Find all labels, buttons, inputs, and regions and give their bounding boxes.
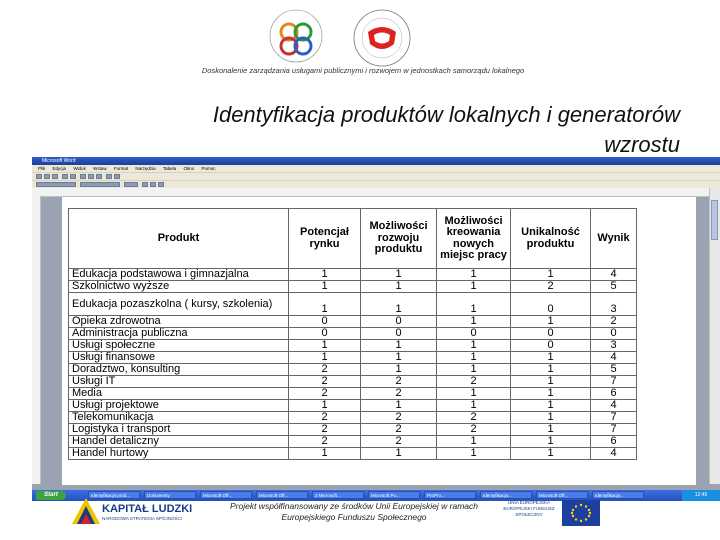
result-cell: 6	[591, 436, 637, 448]
product-name-cell: Szkolnictwo wyższe	[69, 281, 289, 293]
table-header-row	[69, 209, 637, 269]
score-cell: 2	[361, 376, 437, 388]
score-cell: 1	[289, 340, 361, 352]
score-cell: 2	[361, 388, 437, 400]
score-cell: 1	[437, 316, 511, 328]
score-cell: 1	[437, 293, 511, 316]
score-cell: 1	[437, 388, 511, 400]
table-row	[69, 388, 637, 400]
italic-icon[interactable]	[150, 182, 156, 187]
zwiazek-miast-polskich-logo	[268, 6, 324, 68]
score-cell: 1	[437, 340, 511, 352]
taskbar-task[interactable]: Identyfikacja...	[592, 491, 644, 499]
start-button[interactable]: Start	[36, 491, 66, 500]
undo-icon[interactable]	[106, 174, 112, 179]
score-cell: 1	[437, 400, 511, 412]
table-row	[69, 364, 637, 376]
product-name-cell: Doradztwo, konsulting	[69, 364, 289, 376]
score-cell: 1	[511, 352, 591, 364]
result-cell: 2	[591, 316, 637, 328]
result-cell: 4	[591, 269, 637, 281]
horizontal-ruler	[32, 188, 720, 197]
table-row	[69, 400, 637, 412]
taskbar-task[interactable]: Identyfikacja prod...	[88, 491, 140, 499]
score-cell: 1	[289, 281, 361, 293]
product-table	[68, 208, 637, 460]
score-cell: 1	[511, 316, 591, 328]
score-cell: 0	[289, 328, 361, 340]
score-cell: 1	[511, 412, 591, 424]
kapital-ludzki-logo-icon	[70, 496, 102, 528]
score-cell: 1	[437, 352, 511, 364]
taskbar-task[interactable]: Microsoft Off...	[536, 491, 588, 499]
product-name-cell: Edukacja podstawowa i gimnazjalna	[69, 269, 289, 281]
score-cell: 2	[361, 412, 437, 424]
score-cell: 2	[289, 436, 361, 448]
score-cell: 1	[361, 293, 437, 316]
window-titlebar[interactable]: Microsoft Word	[32, 157, 720, 165]
taskbar-task[interactable]: Identyfikacja...	[480, 491, 532, 499]
score-cell: 0	[289, 316, 361, 328]
preview-icon[interactable]	[70, 174, 76, 179]
score-cell: 1	[289, 400, 361, 412]
score-cell: 2	[511, 281, 591, 293]
font-select[interactable]	[80, 182, 120, 187]
score-cell: 2	[289, 412, 361, 424]
header-cell: Unikalność produktu	[511, 209, 591, 269]
product-name-cell: Usługi projektowe	[69, 400, 289, 412]
product-name-cell: Handel hurtowy	[69, 448, 289, 460]
cut-icon[interactable]	[80, 174, 86, 179]
product-name-cell: Media	[69, 388, 289, 400]
table-row	[69, 424, 637, 436]
table-row	[69, 269, 637, 281]
new-doc-icon[interactable]	[36, 174, 42, 179]
association-emblem-logo	[348, 8, 416, 68]
copy-icon[interactable]	[88, 174, 94, 179]
product-name-cell: Administracja publiczna	[69, 328, 289, 340]
taskbar-task[interactable]: Dokumenty	[144, 491, 196, 499]
table-row	[69, 316, 637, 328]
menu-item[interactable]: Narzędzia	[135, 166, 156, 171]
table-row	[69, 412, 637, 424]
score-cell: 2	[361, 424, 437, 436]
vertical-scrollbar[interactable]	[709, 188, 720, 484]
score-cell: 1	[511, 376, 591, 388]
table-row	[69, 328, 637, 340]
menu-item[interactable]: Widok	[73, 166, 86, 171]
score-cell: 0	[511, 340, 591, 352]
result-cell: 7	[591, 412, 637, 424]
score-cell: 1	[437, 448, 511, 460]
project-cofinancing-text: Projekt współfinansowany ze środków Unii Europejskiej w ramach Europejskiego Funduszu Społecznego	[229, 501, 479, 522]
word-window	[32, 157, 720, 490]
score-cell: 2	[437, 412, 511, 424]
score-cell: 1	[511, 269, 591, 281]
underline-icon[interactable]	[158, 182, 164, 187]
save-icon[interactable]	[52, 174, 58, 179]
menu-item[interactable]: Edycja	[52, 166, 67, 171]
menu-item[interactable]: Wstaw	[93, 166, 107, 171]
result-cell: 3	[591, 293, 637, 316]
score-cell: 0	[361, 316, 437, 328]
score-cell: 1	[289, 293, 361, 316]
menu-item[interactable]: Tabela	[162, 166, 177, 171]
score-cell: 1	[361, 269, 437, 281]
header-cell: Możliwości kreowania nowych miejsc pracy	[437, 209, 511, 269]
score-cell: 1	[361, 281, 437, 293]
header-cell: Możliwości rozwoju produktu	[361, 209, 437, 269]
menu-item[interactable]: Okno	[183, 166, 195, 171]
product-name-cell: Usługi IT	[69, 376, 289, 388]
score-cell: 1	[511, 436, 591, 448]
score-cell: 0	[437, 328, 511, 340]
windows-taskbar	[32, 490, 720, 501]
score-cell: 1	[511, 424, 591, 436]
taskbar-task[interactable]: 2 Microsoft...	[312, 491, 364, 499]
product-name-cell: Opieka zdrowotna	[69, 316, 289, 328]
score-cell: 2	[437, 424, 511, 436]
taskbar-task[interactable]: Microsoft Off...	[256, 491, 308, 499]
score-cell: 1	[361, 340, 437, 352]
result-cell: 7	[591, 424, 637, 436]
font-size-select[interactable]	[124, 182, 138, 187]
result-cell: 0	[591, 328, 637, 340]
kapital-ludzki-title: KAPITAŁ LUDZKI	[102, 503, 193, 515]
score-cell: 0	[511, 328, 591, 340]
bold-icon[interactable]	[142, 182, 148, 187]
eu-flag-icon	[562, 500, 600, 526]
header-cell: Wynik	[591, 209, 637, 269]
taskbar-task[interactable]: Microsoft Off...	[200, 491, 252, 499]
redo-icon[interactable]	[114, 174, 120, 179]
score-cell: 0	[361, 328, 437, 340]
product-name-cell: Logistyka i transport	[69, 424, 289, 436]
scroll-thumb[interactable]	[711, 200, 718, 240]
score-cell: 2	[289, 388, 361, 400]
table-row	[69, 352, 637, 364]
table-row	[69, 448, 637, 460]
system-tray-clock[interactable]: 12:45	[682, 490, 720, 501]
product-name-cell: Telekomunikacja	[69, 412, 289, 424]
score-cell: 2	[289, 424, 361, 436]
table-row	[69, 376, 637, 388]
table-row	[69, 281, 637, 293]
result-cell: 5	[591, 281, 637, 293]
score-cell: 1	[511, 400, 591, 412]
score-cell: 1	[511, 364, 591, 376]
result-cell: 4	[591, 448, 637, 460]
score-cell: 1	[289, 352, 361, 364]
taskbar-task[interactable]: ProPro...	[424, 491, 476, 499]
score-cell: 1	[437, 281, 511, 293]
menu-item[interactable]: Format	[113, 166, 129, 171]
result-cell: 6	[591, 388, 637, 400]
slide-title: Identyfikacja produktów lokalnych i generatorów wzrostu	[212, 102, 680, 157]
score-cell: 1	[511, 448, 591, 460]
result-cell: 4	[591, 352, 637, 364]
header-cell: Potencjał rynku	[289, 209, 361, 269]
score-cell: 1	[361, 400, 437, 412]
score-cell: 2	[289, 376, 361, 388]
score-cell: 2	[437, 376, 511, 388]
result-cell: 4	[591, 400, 637, 412]
score-cell: 1	[289, 269, 361, 281]
taskbar-task[interactable]: Microsoft Po...	[368, 491, 420, 499]
score-cell: 1	[361, 448, 437, 460]
menu-bar	[32, 165, 720, 172]
menu-item[interactable]: Pomoc	[201, 166, 216, 171]
header-caption: Doskonalenie zarządzania usługami publicznymi i rozwojem w jednostkach samorządu lokalnego	[201, 66, 525, 75]
product-name-cell: Edukacja pozaszkolna ( kursy, szkolenia)	[69, 293, 289, 316]
open-icon[interactable]	[44, 174, 50, 179]
score-cell: 2	[361, 436, 437, 448]
score-cell: 1	[511, 388, 591, 400]
kapital-ludzki-subtitle: NARODOWA STRATEGIA SPÓJNOŚCI	[102, 516, 183, 521]
header-cell: Produkt	[69, 209, 289, 269]
menu-item[interactable]: Plik	[38, 166, 46, 171]
score-cell: 1	[437, 436, 511, 448]
score-cell: 1	[437, 269, 511, 281]
product-name-cell: Handel detaliczny	[69, 436, 289, 448]
result-cell: 3	[591, 340, 637, 352]
product-name-cell: Usługi finansowe	[69, 352, 289, 364]
paste-icon[interactable]	[96, 174, 102, 179]
score-cell: 2	[289, 364, 361, 376]
eu-fund-text: UNIA EUROPEJSKA EUROPEJSKI FUNDUSZ SPOŁECZNY	[503, 500, 555, 517]
score-cell: 0	[511, 293, 591, 316]
table-row	[69, 293, 637, 316]
style-select[interactable]	[36, 182, 76, 187]
score-cell: 1	[289, 448, 361, 460]
score-cell: 1	[361, 364, 437, 376]
score-cell: 1	[361, 352, 437, 364]
table-row	[69, 340, 637, 352]
result-cell: 7	[591, 376, 637, 388]
score-cell: 1	[437, 364, 511, 376]
result-cell: 5	[591, 364, 637, 376]
vertical-ruler	[32, 196, 41, 484]
table-row	[69, 436, 637, 448]
print-icon[interactable]	[62, 174, 68, 179]
product-name-cell: Usługi społeczne	[69, 340, 289, 352]
